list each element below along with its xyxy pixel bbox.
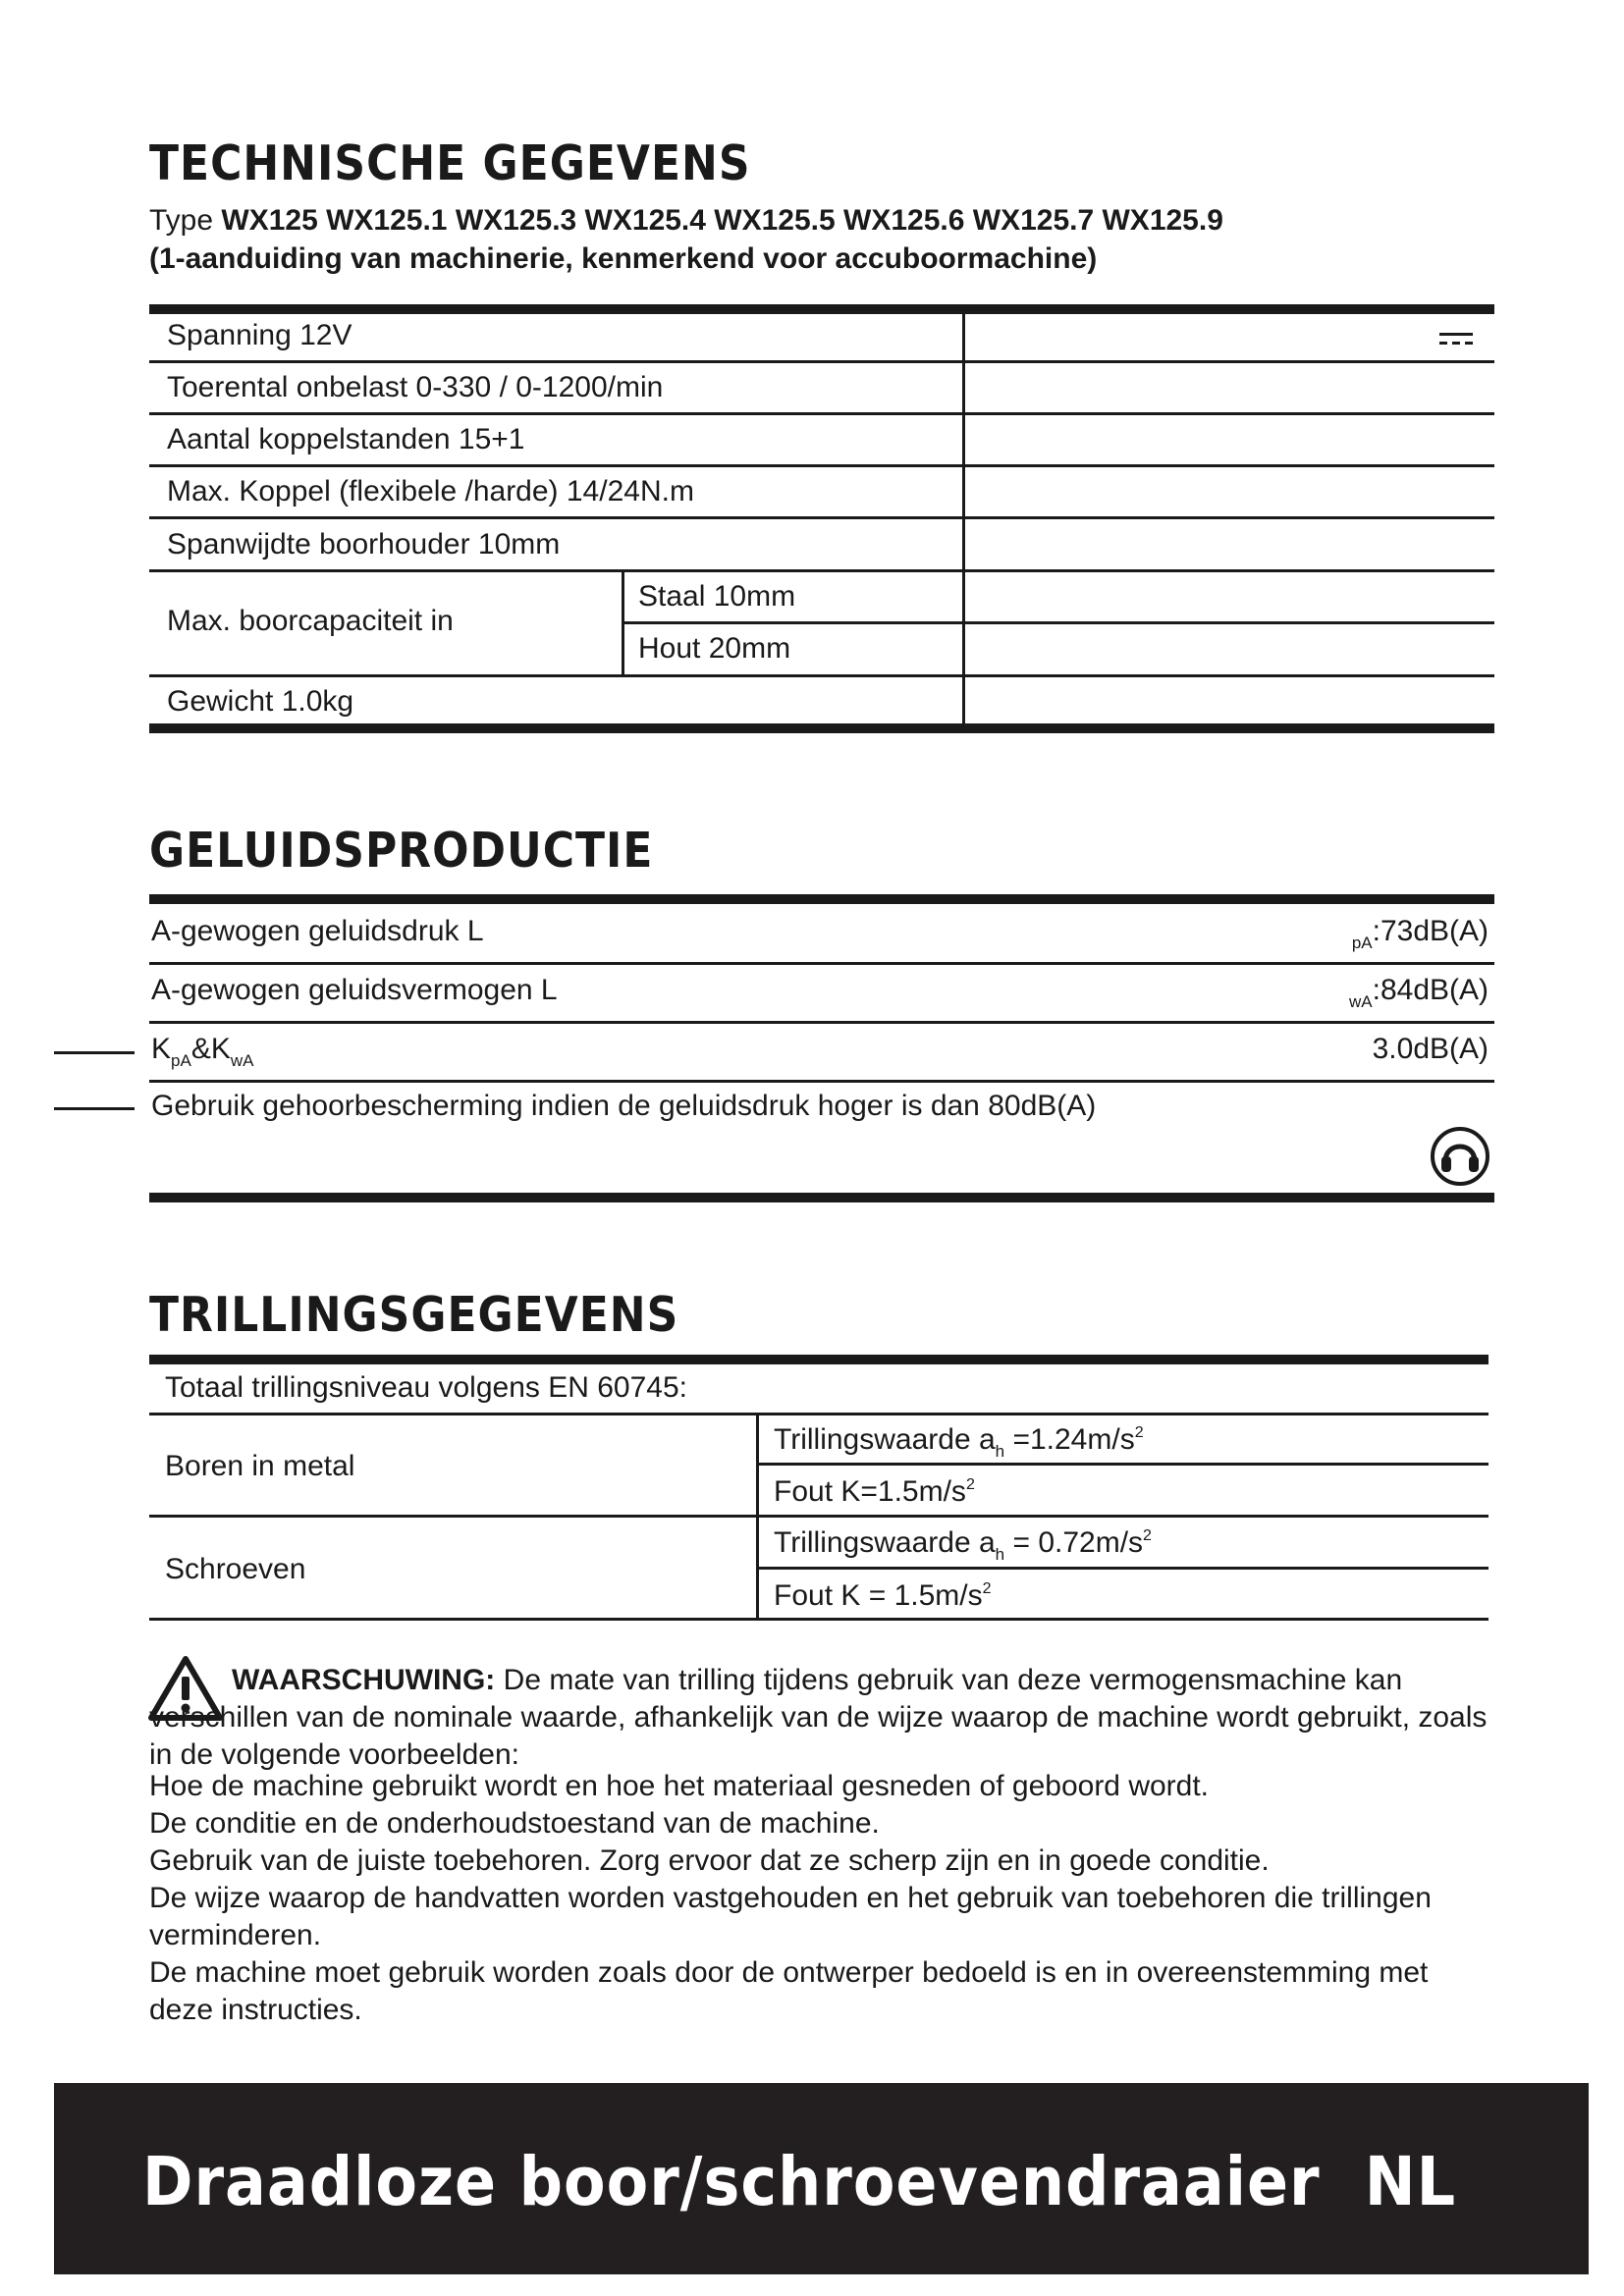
drilling-metal-error: Fout $K=1.5m/s^2$ bbox=[774, 1475, 975, 1508]
margin-mark bbox=[54, 1051, 135, 1054]
warning-item: Hoe de machine gebruikt wordt en hoe het materiaal gesneden of geboord wordt. bbox=[149, 1770, 1210, 1802]
margin-mark bbox=[54, 1107, 135, 1110]
ear-protection-note: Gebruik gehoorbescherming indien de geluidsdruk hoger is dan 80dB(A) bbox=[151, 1090, 1097, 1122]
steel-cell: Staal 10mm bbox=[638, 580, 796, 613]
warning-paragraph bbox=[149, 1662, 1496, 1774]
row-divider bbox=[149, 360, 1494, 363]
sound-power-value: $_{wA}$:84dB(A) bbox=[1348, 974, 1489, 1011]
column-divider bbox=[962, 311, 965, 726]
type-models: WX125 WX125.1 WX125.3 WX125.4 WX125.5 WX125.6 WX125.7 WX125.9 bbox=[221, 204, 1223, 237]
row-divider bbox=[149, 516, 1494, 519]
column-divider bbox=[756, 1413, 759, 1621]
type-line bbox=[149, 204, 1223, 238]
warning-item: De conditie en de onderhoudstoestand van de machine. bbox=[149, 1807, 880, 1840]
screwing-error: Fout $K = 1.5m/s^2$ bbox=[774, 1579, 992, 1612]
clutch-cell: Aantal koppelstanden 15+1 bbox=[167, 423, 525, 455]
wood-cell: Hout 20mm bbox=[638, 632, 791, 665]
row-divider bbox=[149, 1515, 1489, 1518]
table-top-rule bbox=[149, 894, 1494, 904]
screwing-value: Trillingswaarde $a_h = 0.72m/s^2$ bbox=[774, 1526, 1152, 1564]
table-top-rule bbox=[149, 1355, 1489, 1364]
warning-item: Gebruik van de juiste toebehoren. Zorg ervoor dat ze scherp zijn en in goede conditie. bbox=[149, 1844, 1270, 1877]
footer-band bbox=[54, 2083, 1589, 2274]
drill-capacity-cell: Max. boorcapaciteit in bbox=[167, 605, 454, 637]
row-divider bbox=[149, 1021, 1494, 1024]
voltage-cell: Spanning 12V bbox=[167, 319, 352, 351]
vibration-heading: TRILLINGSGEGEVENS bbox=[149, 1287, 679, 1344]
row-divider bbox=[149, 1080, 1494, 1083]
table-top-rule bbox=[149, 304, 1494, 314]
uncertainty-value: 3.0dB(A) bbox=[1372, 1033, 1489, 1065]
weight-cell: Gewicht 1.0kg bbox=[167, 685, 354, 718]
sound-pressure-value: $_{pA}$:73dB(A) bbox=[1351, 915, 1489, 952]
warning-label: WAARSCHUWING: bbox=[232, 1664, 496, 1696]
sound-pressure-label: A-gewogen geluidsdruk L bbox=[151, 915, 484, 947]
row-divider bbox=[149, 1413, 1489, 1415]
total-vibration-label: Totaal trillingsniveau volgens EN 60745: bbox=[165, 1371, 687, 1404]
warning-list bbox=[149, 1768, 1496, 2029]
row-divider bbox=[757, 1567, 1489, 1570]
speed-cell: Toerental onbelast 0-330 / 0-1200/min bbox=[167, 371, 664, 403]
dc-current-icon bbox=[1439, 330, 1475, 349]
table-bottom-rule bbox=[149, 1193, 1494, 1202]
column-divider bbox=[622, 569, 624, 676]
table-bottom-rule bbox=[149, 1618, 1489, 1621]
uncertainty-label: $K_{pA}\&K_{wA}$ bbox=[151, 1033, 254, 1070]
footer-title: Draadloze boor/schroevendraaier NL bbox=[142, 2142, 1457, 2221]
noise-heading: GELUIDSPRODUCTIE bbox=[149, 823, 654, 880]
row-divider bbox=[149, 674, 1494, 677]
row-divider bbox=[149, 962, 1494, 965]
warning-intro: De mate van trilling tijdens gebruik van deze vermogensmachine kan verschillen van de nominale waarde, afhankelijk van de wijze waarop de machine wordt gebruikt, zoals in de volgende voorbeelden: bbox=[149, 1664, 1488, 1771]
sound-power-label: A-gewogen geluidsvermogen L bbox=[151, 974, 558, 1006]
ear-protection-icon bbox=[1430, 1126, 1490, 1187]
row-divider bbox=[757, 1463, 1489, 1466]
screwing-label: Schroeven bbox=[165, 1553, 306, 1585]
row-divider bbox=[149, 464, 1494, 467]
chuck-cell: Spanwijdte boorhouder 10mm bbox=[167, 528, 561, 561]
warning-item: De wijze waarop de handvatten worden vastgehouden en het gebruik van toebehoren die trillingen verminderen. bbox=[149, 1882, 1432, 1951]
table-bottom-rule bbox=[149, 723, 1494, 733]
torque-cell: Max. Koppel (flexibele /harde) 14/24N.m bbox=[167, 475, 694, 507]
drilling-metal-label: Boren in metal bbox=[165, 1450, 355, 1482]
row-divider bbox=[149, 412, 1494, 415]
type-prefix: Type bbox=[149, 204, 222, 237]
row-divider bbox=[623, 621, 1494, 624]
machine-designation: (1-aanduiding van machinerie, kenmerkend voor accuboormachine) bbox=[149, 242, 1098, 275]
warning-item: De machine moet gebruik worden zoals door de ontwerper bedoeld is en in overeenstemming met deze instructies. bbox=[149, 1956, 1429, 2026]
row-divider bbox=[149, 569, 1494, 572]
technical-heading: TECHNISCHE GEGEVENS bbox=[149, 135, 751, 192]
drilling-metal-value: Trillingswaarde $a_h =1.24m/s^2$ bbox=[774, 1423, 1144, 1461]
